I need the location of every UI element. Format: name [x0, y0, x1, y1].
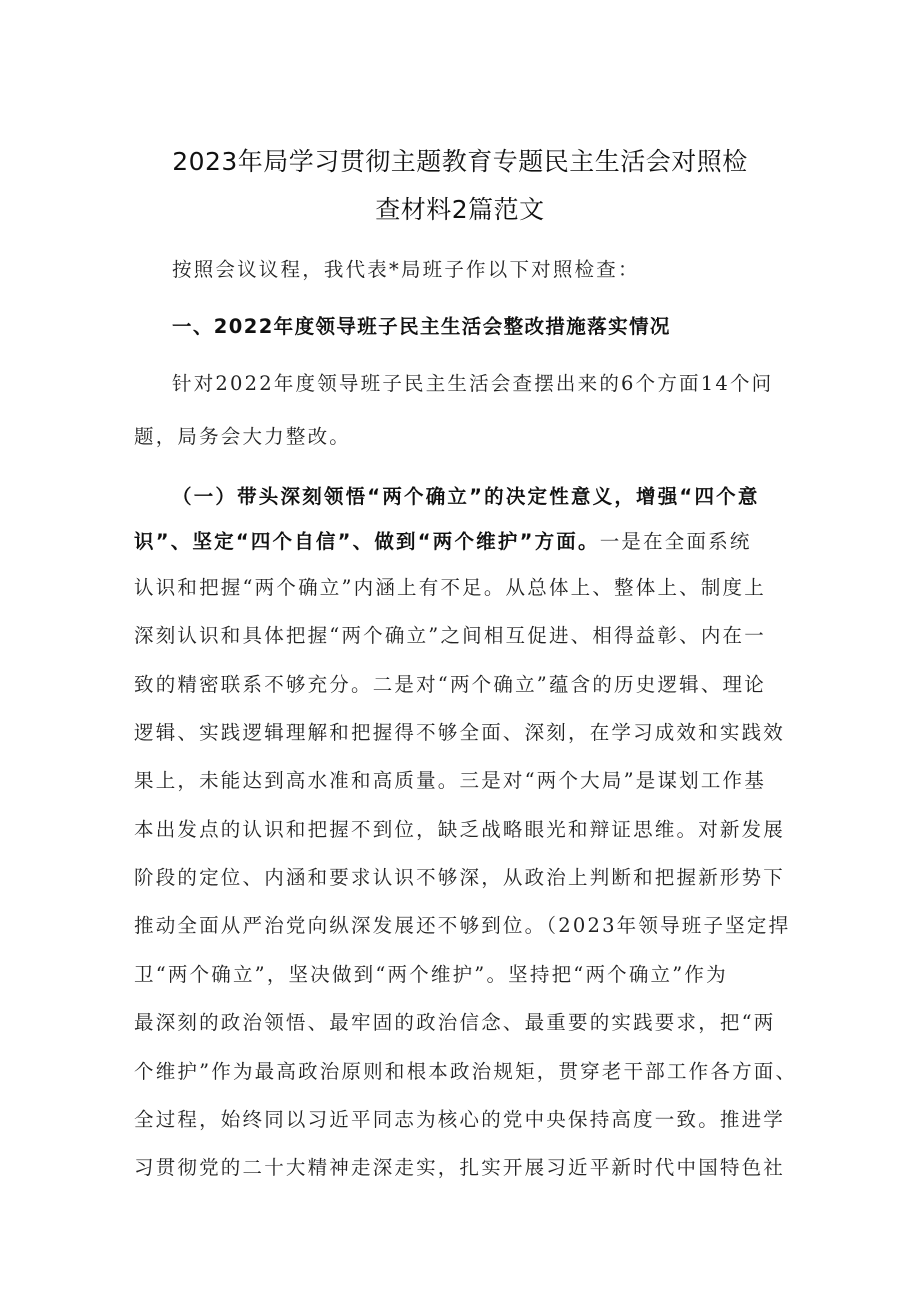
paragraph-line: 本出发点的认识和把握不到位，缺乏战略眼光和辩证思维。对新发展	[134, 818, 786, 841]
subsection-1-heading: （一）带头深刻领悟“两个确立”的决定性意义，增强“四个意	[172, 485, 760, 508]
paragraph-line: 认识和把握“两个确立”内涵上有不足。从总体上、整体上、制度上	[134, 576, 766, 599]
paragraph-2-line-2-text: 一是在全面系统	[599, 530, 752, 553]
paragraph-line: 卫“两个确立”，坚决做到“两个维护”。坚持把“两个确立”作为	[134, 963, 728, 986]
paragraph-line: 最深刻的政治领悟、最牢固的政治信念、最重要的实践要求，把“两	[134, 1011, 776, 1034]
paragraph-line: 推动全面从严治党向纵深发展还不够到位。（2023年领导班子坚定捍	[134, 914, 791, 937]
paragraph-line: 全过程，始终同以习近平同志为核心的党中央保持高度一致。推进学	[134, 1108, 786, 1131]
paragraph-1-line-1: 针对2022年度领导班子民主生活会查摆出来的6个方面14个问	[172, 372, 774, 395]
paragraph-2-line-2	[134, 526, 752, 554]
section-1-heading: 一、2022年度领导班子民主生活会整改措施落实情况	[172, 315, 671, 338]
paragraph-line: 果上，未能达到高水准和高质量。三是对“两个大局”是谋划工作基	[134, 769, 766, 792]
intro-paragraph: 按照会议议程，我代表*局班子作以下对照检查：	[172, 258, 640, 281]
subsection-1-heading-continued: 识”、坚定“四个自信”、做到“两个维护”方面。	[134, 530, 600, 553]
document-title-line-1: 2023年局学习贯彻主题教育专题民主生活会对照检	[172, 147, 748, 176]
paragraph-line: 个维护”作为最高政治原则和根本政治规矩，贯穿老干部工作各方面、	[134, 1060, 798, 1083]
paragraph-line: 逻辑、实践逻辑理解和把握得不够全面、深刻，在学习成效和实践效	[134, 721, 786, 744]
paragraph-line: 深刻认识和具体把握“两个确立”之间相互促进、相得益彰、内在一	[134, 624, 766, 647]
document-title-line-2: 查材料2篇范文	[375, 195, 545, 224]
paragraph-line: 习贯彻党的二十大精神走深走实，扎实开展习近平新时代中国特色社	[134, 1156, 786, 1179]
paragraph-line: 致的精密联系不够充分。二是对“两个确立”蕴含的历史逻辑、理论	[134, 673, 766, 696]
paragraph-line: 阶段的定位、内涵和要求认识不够深，从政治上判断和把握新形势下	[134, 866, 786, 889]
paragraph-1-line-2: 题，局务会大力整改。	[134, 425, 352, 448]
